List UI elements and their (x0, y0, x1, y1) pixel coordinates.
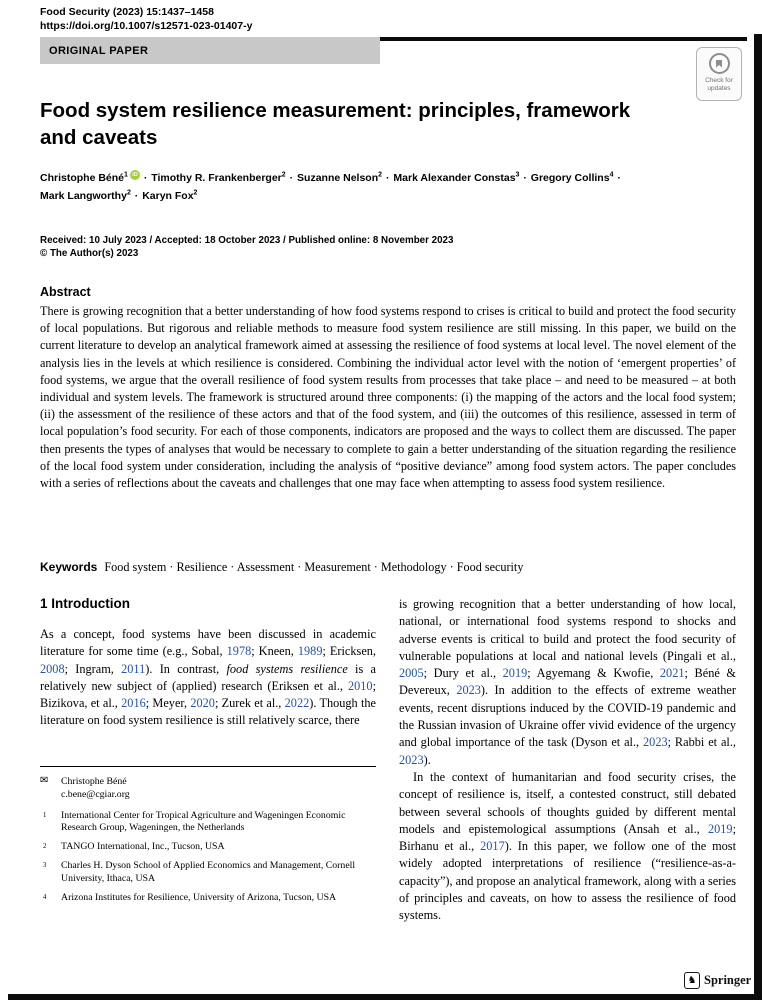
article-type-band (40, 37, 380, 64)
keywords-line (40, 560, 736, 575)
author-separator: · (286, 171, 297, 184)
author: Christophe Béné$^1$ iD (40, 172, 140, 184)
citation-year-link[interactable]: 2022 (284, 696, 310, 711)
author-separator: · (131, 190, 142, 202)
intro-paragraph-right-1: is growing recognition that a better understanding of how local, national, or international food systems respond to shocks and adverse events is critical to build and protect the food security of vulnerable populations at local and national levels (Pingali et al., 2005; Dury et al., 2019; Agyemang & Kwofie, 2021; Béné & Devereux, 2023). In addition to the effects of extreme weather events, recent disruptions induced by the COVID-19 pandemic and the Russian invasion of Ukraine offer vivid evidence of the urgency and global importance of the task (Dyson et al., 2023; Rabbi et al., 2023). (399, 597, 736, 767)
correspondence (40, 776, 376, 802)
envelope-icon: ✉ (40, 775, 49, 786)
affiliation-list (40, 810, 376, 905)
citation-year-link[interactable]: 2010 (347, 678, 373, 693)
author-separator: · (140, 171, 151, 184)
left-column (40, 596, 376, 730)
section-heading-introduction: 1 Introduction (40, 596, 130, 611)
correspondence-name: Christophe Béné (61, 776, 127, 787)
citation-year-link[interactable]: 1978 (226, 644, 252, 659)
check-for-updates-badge[interactable] (696, 47, 742, 101)
author: Timothy R. Frankenberger$^2$ (151, 171, 286, 184)
citation-year-link[interactable]: 2017 (480, 839, 505, 854)
emphasized-text: food systems resilience (226, 661, 348, 676)
springer-logo (684, 972, 751, 989)
article-type-label: ORIGINAL PAPER (49, 44, 149, 57)
page-shadow-right (754, 34, 762, 1000)
check-for-updates-label: Check for updates (705, 77, 733, 92)
abstract-text: There is growing recognition that a better understanding of how food systems respond to crises is critical to build and protect the food security of local populations. But rigorous and reliable methods to measure food system resilience are still missing. In this paper, we build on the current literature to develop an analytical framework aimed at assessing the resilience of food systems at local level. The novel element of the analysis lies in the levels at which resilience is considered. Combining the individual actor level with the notion of ‘emergent properties’ of food systems, we argue that the overall resilience of food system results from processes that take place – and need to be measured – at both individual and system levels. The framework is structured around three components: (i) the mapping of the actors and the local food system; (ii) the assessment of the resilience of these actors and that of the food system, and (iii) the outcomes of this resilience, assessed in term of local population’s food security. For each of those components, indicators are proposed and the ways to collect them are discussed. The paper then presents the types of analyses that would be necessary to complete to gain a better understanding of the situation regarding the resilience of the local food system under consideration, including the analysis of “positive deviance” among food system actors. The paper concludes with a series of reflections about the caveats and challenges that one may face when attempting to assess food system resilience. (40, 304, 736, 491)
citation-year-link[interactable]: 2008 (40, 661, 65, 676)
intro-paragraph-left: As a concept, food systems have been discussed in academic literature for some time (e.g., Sobal, 1978; Kneen, 1989; Ericksen, 2008; Ingram, 2011). In contrast, food systems resilience is a relatively new subject of (applied) research (Eriksen et al., 2010; Bizikova, et al., 2016; Meyer, 2020; Zurek et al., 2022). Though the literature on food system resilience is still relatively scarce, there (40, 627, 376, 728)
correspondence-email[interactable]: c.bene@cgiar.org (61, 788, 130, 800)
right-column (399, 596, 736, 925)
page-title: Food system resilience measurement: principles, framework and caveats (40, 99, 631, 149)
author-separator: · (520, 171, 530, 184)
copyright-line: © The Author(s) 2023 (40, 248, 139, 259)
intro-paragraph-right-2: In the context of humanitarian and food security crises, the concept of resilience is, itself, a contested construct, still debated between several schools of thoughts guided by different mental models and epistemological assumptions (Ansah et al., 2019; Birhanu et al., 2017). In this paper, we follow one of the most widely adopted interpretations of resilience (“resilience-as-a-capacity”), and propose an analytical framework, along with a series of principles and caveats, on how to assess the resilience of food systems. (399, 769, 736, 923)
citation-year-link[interactable]: 2016 (121, 696, 146, 711)
affiliation: 2 TANGO International, Inc., Tucson, USA (43, 841, 225, 853)
citation-year-link[interactable]: 2023 (456, 683, 481, 698)
doi-link[interactable]: https://doi.org/10.1007/s12571-023-01407-y (40, 20, 253, 32)
orcid-icon[interactable]: iD (130, 170, 140, 180)
publication-dates: Received: 10 July 2023 / Accepted: 18 October 2023 / Published online: 8 November 2023 (40, 235, 454, 246)
citation-year-link[interactable]: 1989 (297, 644, 323, 659)
citation-year-link[interactable]: 2020 (190, 696, 215, 711)
author-list (40, 167, 748, 204)
author: Gregory Collins$^4$ (530, 171, 614, 184)
citation-year-link[interactable]: 2023 (643, 735, 668, 750)
author: Karyn Fox$^2$ (142, 189, 198, 202)
journal-header (40, 5, 252, 33)
abstract-heading: Abstract (40, 285, 91, 299)
page-shadow-bottom (8, 994, 762, 1000)
affiliation: 4 Arizona Institutes for Resilience, University of Arizona, Tucson, USA (43, 891, 337, 903)
author: Suzanne Nelson$^2$ (297, 171, 383, 184)
author-separator: · (614, 171, 621, 184)
springer-horse-icon: ♞ (684, 972, 700, 989)
author: Mark Alexander Constas$^3$ (393, 171, 520, 184)
springer-wordmark: Springer (704, 973, 752, 987)
keywords-values: Food system · Resilience · Assessment · Measurement · Methodology · Food security (104, 560, 524, 574)
author: Mark Langworthy$^2$ (40, 189, 131, 202)
keywords-label: Keywords (40, 560, 98, 574)
crossmark-icon (709, 53, 730, 74)
footnote-block (40, 766, 376, 910)
affiliation: 1 International Center for Tropical Agriculture and Wageningen Economic Research Group, Wageningen, the Netherlands (43, 809, 346, 834)
author-separator: · (383, 171, 393, 184)
citation-year-link[interactable]: 2021 (659, 666, 685, 681)
journal-citation: Food Security (2023) 15:1437–1458 (40, 6, 214, 18)
header-rule (380, 37, 747, 41)
citation-year-link[interactable]: 2019 (502, 666, 528, 681)
citation-year-link[interactable]: 2005 (399, 666, 424, 681)
footnote-rule (40, 766, 376, 767)
citation-year-link[interactable]: 2019 (707, 821, 733, 836)
affiliation: 3 Charles H. Dyson School of Applied Economics and Management, Cornell University, Ithaca, USA (43, 859, 356, 884)
citation-year-link[interactable]: 2011 (121, 661, 146, 676)
citation-year-link[interactable]: 2023 (399, 752, 424, 767)
